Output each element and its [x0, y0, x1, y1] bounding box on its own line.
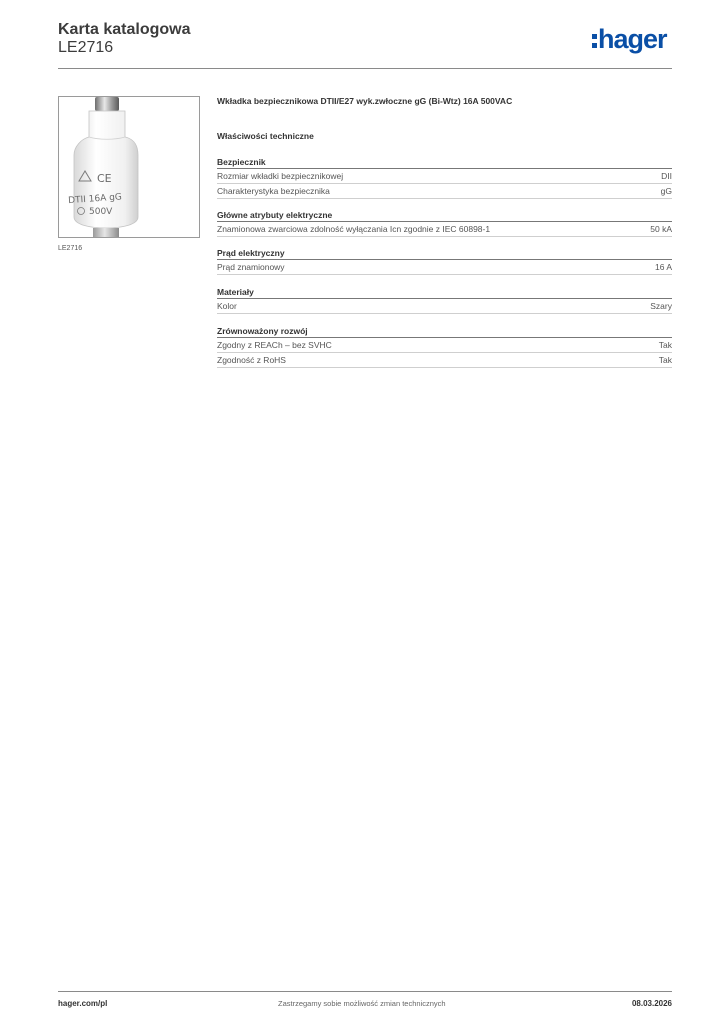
- row-label: Zgodność z RoHS: [217, 355, 286, 365]
- logo-dots-icon: [592, 31, 597, 48]
- table-row: [217, 169, 672, 184]
- row-value: 50 kA: [650, 224, 672, 234]
- hager-logo: [592, 26, 667, 53]
- row-value: Tak: [658, 340, 672, 350]
- table-row: [217, 338, 672, 353]
- product-title: Wkładka bezpiecznikowa DTII/E27 wyk.zwłoczne gG (Bi-Wtz) 16A 500VAC: [217, 96, 513, 106]
- table-row: [217, 353, 672, 368]
- header-divider: [58, 68, 672, 69]
- footer-divider: [58, 991, 672, 992]
- section-title: Bezpiecznik: [217, 156, 672, 169]
- section-title: Materiały: [217, 286, 672, 299]
- footer-date: 08.03.2026: [631, 999, 672, 1008]
- section-sustainability: [217, 325, 672, 368]
- table-row: [217, 260, 672, 275]
- row-label: Prąd znamionowy: [217, 262, 285, 272]
- section-title: Zrównoważony rozwój: [217, 325, 672, 338]
- fuse-marking: DTII 16A gG: [67, 192, 123, 207]
- table-row: [217, 184, 672, 199]
- logo-text: hager: [598, 24, 667, 54]
- section-title: Główne atrybuty elektryczne: [217, 209, 672, 222]
- row-label: Kolor: [217, 301, 237, 311]
- row-value: gG: [660, 186, 672, 196]
- document-title: Karta katalogowa: [58, 21, 191, 38]
- footer-website: hager.com/pl: [58, 999, 108, 1008]
- table-row: [217, 222, 672, 237]
- section-fuse: [217, 156, 672, 199]
- ce-mark: CE: [97, 172, 112, 185]
- row-label: Charakterystyka bezpiecznika: [217, 186, 330, 196]
- row-label: Zgodny z REACh – bez SVHC: [217, 340, 332, 350]
- section-title: Prąd elektryczny: [217, 247, 672, 260]
- row-value: Tak: [658, 355, 672, 365]
- product-image: [58, 96, 200, 238]
- section-electrical: [217, 209, 672, 237]
- row-value: DII: [661, 171, 672, 181]
- row-value: Szary: [650, 301, 672, 311]
- row-value: 16 A: [654, 262, 672, 272]
- image-caption: LE2716: [58, 245, 83, 252]
- table-row: [217, 299, 672, 314]
- section-materials: [217, 286, 672, 314]
- footer-disclaimer: Zastrzegamy sobie możliwość zmian technicznych: [278, 999, 446, 1008]
- voltage-marking: 500V: [89, 207, 113, 217]
- row-label: Rozmiar wkładki bezpiecznikowej: [217, 171, 344, 181]
- row-label: Znamionowa zwarciowa zdolność wyłączania Icn zgodnie z IEC 60898-1: [217, 224, 491, 234]
- fuse-cartridge-icon: [59, 97, 199, 237]
- properties-title: Właściwości techniczne: [217, 131, 314, 141]
- product-code: LE2716: [58, 39, 114, 56]
- section-current: [217, 247, 672, 275]
